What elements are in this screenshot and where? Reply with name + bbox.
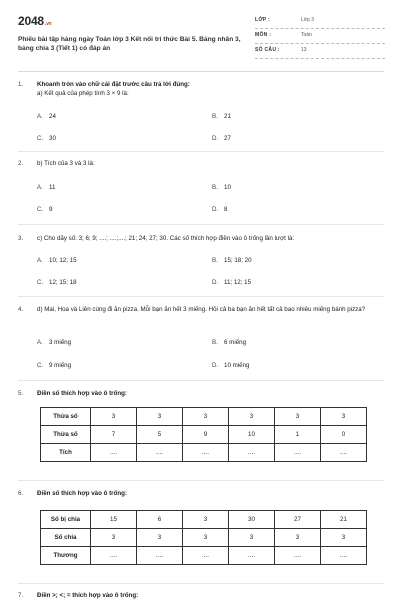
option-text: 12; 15; 18 [49,279,77,286]
table-cell: 9 [183,426,229,444]
question-text: c) Cho dãy số: 3; 6; 9; ....; ....;....; 21; 24; 27; 30. Các số thích hợp điền vào ô trống lần lượt là: [37,235,295,242]
table-cell: 15 [91,511,137,529]
option-a[interactable] [37,256,77,265]
answer-cell[interactable]: .... [229,444,275,462]
option-d[interactable] [212,278,251,287]
question-text: Điền số thích hợp vào ô trống: [37,490,127,497]
question-body [37,234,382,243]
option-letter: A. [37,257,43,264]
question-6 [18,489,384,501]
option-c[interactable] [37,361,71,370]
meta-label: SỐ CÂU : [255,47,280,53]
row-header: Thương [41,547,91,565]
divider [18,380,384,381]
logo-text: 2048 [18,14,44,28]
option-c[interactable] [37,278,77,287]
meta-value: Lớp 3 [301,17,315,23]
option-b[interactable] [212,183,231,192]
option-d[interactable] [212,361,249,370]
option-letter: C. [37,206,44,213]
option-letter: A. [37,184,43,191]
table-cell: 0 [321,426,367,444]
answer-cell[interactable]: .... [275,444,321,462]
table-row [41,547,367,565]
divider [18,480,384,481]
meta-row-subject [255,29,385,44]
option-b[interactable] [212,112,231,121]
option-letter: B. [212,113,218,120]
option-text: 30 [49,135,56,142]
option-text: 24 [49,113,56,120]
option-letter: D. [212,135,219,142]
meta-row-count [255,44,385,59]
table-cell: 3 [275,529,321,547]
option-letter: C. [37,279,44,286]
option-letter: C. [37,362,44,369]
table-row [41,529,367,547]
table-row [41,408,367,426]
option-letter: A. [37,113,43,120]
row-header: Số bị chia [41,511,91,529]
meta-row-class [255,14,385,29]
question-number: 2. [18,160,24,167]
multiplication-table [40,407,367,462]
question-text: Điền >; <; = thích hợp vào ô trống: [37,592,139,599]
table-cell: 3 [229,408,275,426]
question-3 [18,234,384,294]
meta-label: MÔN : [255,32,272,38]
option-c[interactable] [37,205,52,214]
question-number: 4. [18,306,24,313]
table-cell: 3 [229,529,275,547]
question-number: 7. [18,592,24,599]
option-letter: A. [37,339,43,346]
table-row [41,426,367,444]
option-letter: D. [212,362,219,369]
option-text: 6 miếng [224,339,247,346]
option-letter: B. [212,257,218,264]
table-cell: 10 [229,426,275,444]
table-cell: 30 [229,511,275,529]
question-body [37,80,382,98]
answer-cell[interactable]: .... [137,547,183,565]
divider [18,224,384,225]
option-d[interactable] [212,205,227,214]
question-number: 6. [18,490,24,497]
meta-label: LỚP : [255,17,271,23]
question-number: 1. [18,81,24,88]
option-text: 21 [224,113,231,120]
question-instruction: Khoanh tròn vào chữ cái đặt trước câu trả lời đúng: [37,81,190,88]
table-cell: 5 [137,426,183,444]
table-cell: 3 [183,529,229,547]
answer-cell[interactable]: .... [183,547,229,565]
row-header: Thừa số [41,426,91,444]
option-d[interactable] [212,134,231,143]
option-text: 3 miếng [49,339,72,346]
option-letter: C. [37,135,44,142]
option-text: 11 [49,184,56,191]
option-text: 10; 12; 15 [49,257,77,264]
meta-value: 13 [301,47,307,53]
table-cell: 7 [91,426,137,444]
question-number: 3. [18,235,24,242]
row-header: Tích [41,444,91,462]
question-5 [18,389,384,401]
divider [18,71,384,72]
question-7 [18,591,384,600]
page-title: Phiếu bài tập hàng ngày Toán lớp 3 Kết nối tri thức Bài 5. Bảng nhân 3, bảng chia 3 (Tiết 1) có đáp án [18,36,241,52]
option-text: 27 [224,135,231,142]
answer-cell[interactable]: .... [321,547,367,565]
logo-suffix: .vn [44,21,52,27]
table-row [41,511,367,529]
option-text: 9 [49,206,53,213]
question-body [37,305,382,314]
divider [18,296,384,297]
table-cell: 3 [91,408,137,426]
site-logo[interactable] [18,14,52,28]
option-c[interactable] [37,134,56,143]
option-text: 15; 18; 20 [224,257,252,264]
table-cell: 3 [321,529,367,547]
header [18,14,384,64]
table-row [41,444,367,462]
table-cell: 21 [321,511,367,529]
option-b[interactable] [212,256,252,265]
table-cell: 3 [183,511,229,529]
question-2 [18,159,384,219]
option-letter: B. [212,339,218,346]
answer-cell[interactable]: .... [183,444,229,462]
divider [18,583,384,584]
answer-cell[interactable]: .... [229,547,275,565]
answer-cell[interactable]: .... [91,547,137,565]
option-letter: D. [212,279,219,286]
answer-cell[interactable]: .... [91,444,137,462]
option-a[interactable] [37,112,56,121]
table-cell: 3 [91,529,137,547]
question-1 [18,80,384,150]
table-cell: 3 [275,408,321,426]
option-text: 10 [224,184,231,191]
table-cell: 27 [275,511,321,529]
division-table [40,510,367,565]
option-text: 10 miếng [224,362,250,369]
option-text: 8 [224,206,228,213]
answer-cell[interactable]: .... [137,444,183,462]
meta-info [255,14,385,59]
question-text: d) Mai, Hoa và Liên cùng đi ăn pizza. Mỗi bạn ăn hết 3 miếng. Hỏi cả ba bạn ăn hết tất cả bao nhiêu miếng bánh pizza? [37,306,366,313]
row-header: Số chia [41,529,91,547]
answer-cell[interactable]: .... [321,444,367,462]
table-cell: 3 [137,529,183,547]
table-cell: 1 [275,426,321,444]
question-text: Điền số thích hợp vào ô trống: [37,390,127,397]
table-cell: 3 [183,408,229,426]
divider [18,151,384,152]
option-b[interactable] [212,338,246,347]
meta-value: Toán [301,32,312,38]
answer-cell[interactable]: .... [275,547,321,565]
table-cell: 3 [137,408,183,426]
option-letter: D. [212,206,219,213]
question-body [37,159,382,168]
table-cell: 3 [321,408,367,426]
option-a[interactable] [37,183,55,192]
option-letter: B. [212,184,218,191]
option-a[interactable] [37,338,71,347]
question-text: a) Kết quả của phép tính 3 × 9 là: [37,90,129,97]
question-text: b) Tích của 3 và 3 là: [37,160,95,167]
question-number: 5. [18,390,24,397]
row-header: Thừa số [41,408,91,426]
option-text: 9 miếng [49,362,72,369]
option-text: 11; 12; 15 [224,279,252,286]
table-cell: 6 [137,511,183,529]
question-4 [18,305,384,375]
